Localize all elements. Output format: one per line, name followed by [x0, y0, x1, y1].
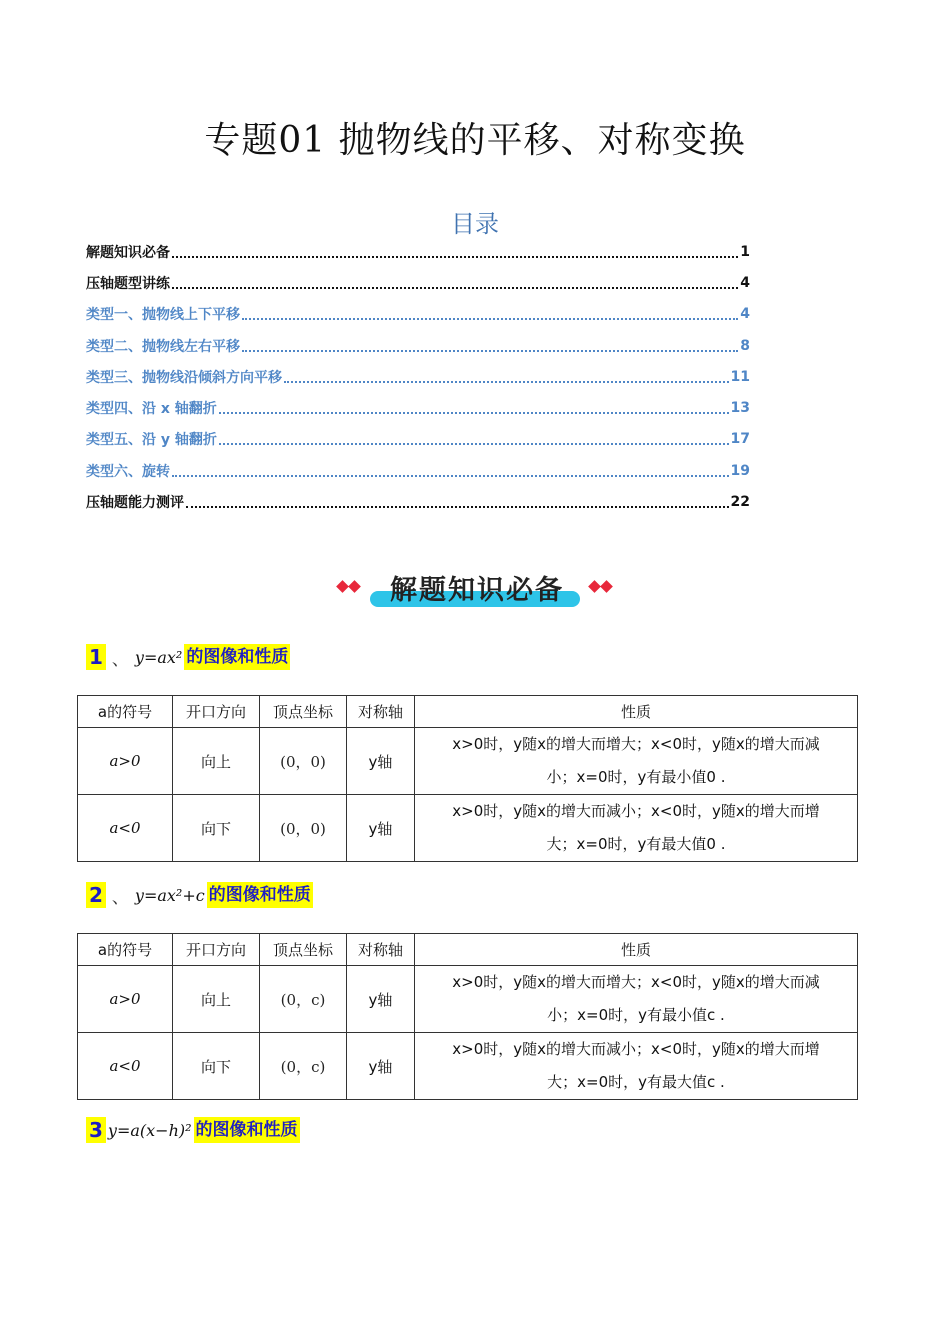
toc-item[interactable]: [86, 455, 750, 486]
section-formula: y=ax²+c: [134, 885, 205, 905]
property-cell: [415, 966, 858, 1033]
toc-item-label: 类型六、旋转: [86, 463, 170, 480]
toc-leader-dots: [172, 475, 729, 477]
toc-item-label: 压轴题能力测评: [86, 495, 184, 512]
header-cell: 性质: [415, 696, 858, 728]
axis-cell: y轴: [347, 1033, 415, 1100]
toc-leader-dots: [219, 412, 729, 414]
toc-item-label: 压轴题型讲练: [86, 275, 170, 292]
toc-leader-dots: [242, 318, 738, 320]
section-number: 3: [86, 1117, 106, 1143]
toc-item[interactable]: [86, 236, 750, 267]
section-number: 2: [86, 882, 106, 908]
section-banner: [332, 566, 622, 614]
property-line: 大；x=0时，y有最大值0 .: [546, 835, 726, 853]
axis-cell: y轴: [347, 795, 415, 862]
table-row: [78, 966, 858, 1033]
vertex-cell: (0，c): [260, 1033, 347, 1100]
section-separator: 、: [111, 887, 129, 908]
toc-item-label: 类型五、沿 y 轴翻折: [86, 432, 217, 449]
header-cell: 顶点坐标: [260, 696, 347, 728]
toc-item-label: 类型二、抛物线左右平移: [86, 338, 240, 355]
toc-item[interactable]: [86, 392, 750, 423]
property-line: x>0时，y随x的增大而增大；x<0时，y随x的增大而减: [452, 973, 820, 991]
toc-leader-dots: [219, 443, 729, 445]
sign-cell: a<0: [78, 795, 173, 862]
table-header-row: [78, 934, 858, 966]
direction-cell: 向下: [173, 1033, 260, 1100]
toc-item-page: 4: [740, 306, 750, 323]
property-line: 小；x=0时，y有最小值c .: [547, 1006, 725, 1024]
header-cell: 开口方向: [173, 934, 260, 966]
property-line: x>0时，y随x的增大而增大；x<0时，y随x的增大而减: [452, 735, 820, 753]
sign-cell: a>0: [78, 728, 173, 795]
sign-cell: a>0: [78, 966, 173, 1033]
table-row: [78, 728, 858, 795]
header-cell: 顶点坐标: [260, 934, 347, 966]
section-heading-text: 的图像和性质: [184, 644, 290, 670]
section-heading-2: [86, 880, 313, 910]
header-cell: 开口方向: [173, 696, 260, 728]
table-row: [78, 795, 858, 862]
section-formula: y=a(x−h)²: [107, 1120, 192, 1140]
section-number: 1: [86, 644, 106, 670]
toc-item[interactable]: [86, 424, 750, 455]
toc-item-page: 17: [730, 431, 750, 448]
property-line: x>0时，y随x的增大而减小；x<0时，y随x的增大而增: [452, 802, 820, 820]
banner-title: 解题知识必备: [390, 575, 564, 606]
vertex-cell: (0，0): [260, 728, 347, 795]
toc-leader-dots: [284, 381, 729, 383]
properties-table-1: [77, 695, 858, 862]
section-heading-text: 的图像和性质: [194, 1117, 300, 1143]
header-cell: 对称轴: [347, 934, 415, 966]
table-of-contents: [86, 236, 750, 518]
section-heading-text: 的图像和性质: [207, 882, 313, 908]
toc-item[interactable]: [86, 486, 750, 517]
toc-item[interactable]: [86, 267, 750, 298]
toc-item-page: 1: [740, 243, 750, 260]
header-cell: 性质: [415, 934, 858, 966]
vertex-cell: (0，0): [260, 795, 347, 862]
toc-leader-dots: [186, 506, 729, 508]
toc-item-page: 4: [740, 274, 750, 291]
page-title: 专题01 抛物线的平移、对称变换: [204, 120, 746, 161]
property-line: x>0时，y随x的增大而减小；x<0时，y随x的增大而增: [452, 1040, 820, 1058]
toc-leader-dots: [242, 350, 738, 352]
toc-item-label: 类型三、抛物线沿倾斜方向平移: [86, 369, 282, 386]
table-header-row: [78, 696, 858, 728]
header-cell: 对称轴: [347, 696, 415, 728]
toc-item-label: 解题知识必备: [86, 244, 170, 261]
section-heading-1: [86, 642, 290, 672]
axis-cell: y轴: [347, 966, 415, 1033]
toc-item-page: 11: [730, 368, 750, 385]
toc-item[interactable]: [86, 330, 750, 361]
property-line: 大；x=0时，y有最大值c .: [547, 1073, 725, 1091]
header-cell: a的符号: [78, 696, 173, 728]
toc-item[interactable]: [86, 361, 750, 392]
direction-cell: 向上: [173, 966, 260, 1033]
toc-item-label: 类型四、沿 x 轴翻折: [86, 401, 217, 418]
toc-leader-dots: [172, 256, 738, 258]
toc-item-label: 类型一、抛物线上下平移: [86, 307, 240, 324]
property-cell: [415, 728, 858, 795]
toc-leader-dots: [172, 287, 738, 289]
toc-item-page: 22: [730, 494, 750, 511]
axis-cell: y轴: [347, 728, 415, 795]
table-row: [78, 1033, 858, 1100]
toc-item-page: 19: [730, 462, 750, 479]
direction-cell: 向下: [173, 795, 260, 862]
property-cell: [415, 1033, 858, 1100]
property-cell: [415, 795, 858, 862]
toc-item-page: 8: [740, 337, 750, 354]
sign-cell: a<0: [78, 1033, 173, 1100]
property-line: 小；x=0时，y有最小值0 .: [546, 768, 726, 786]
direction-cell: 向上: [173, 728, 260, 795]
header-cell: a的符号: [78, 934, 173, 966]
section-separator: 、: [111, 649, 129, 670]
toc-item[interactable]: [86, 299, 750, 330]
toc-heading: 目录: [451, 210, 499, 238]
toc-item-page: 13: [730, 400, 750, 417]
properties-table-2: [77, 933, 858, 1100]
section-formula: y=ax²: [134, 647, 183, 667]
section-heading-3: [86, 1115, 300, 1145]
vertex-cell: (0，c): [260, 966, 347, 1033]
